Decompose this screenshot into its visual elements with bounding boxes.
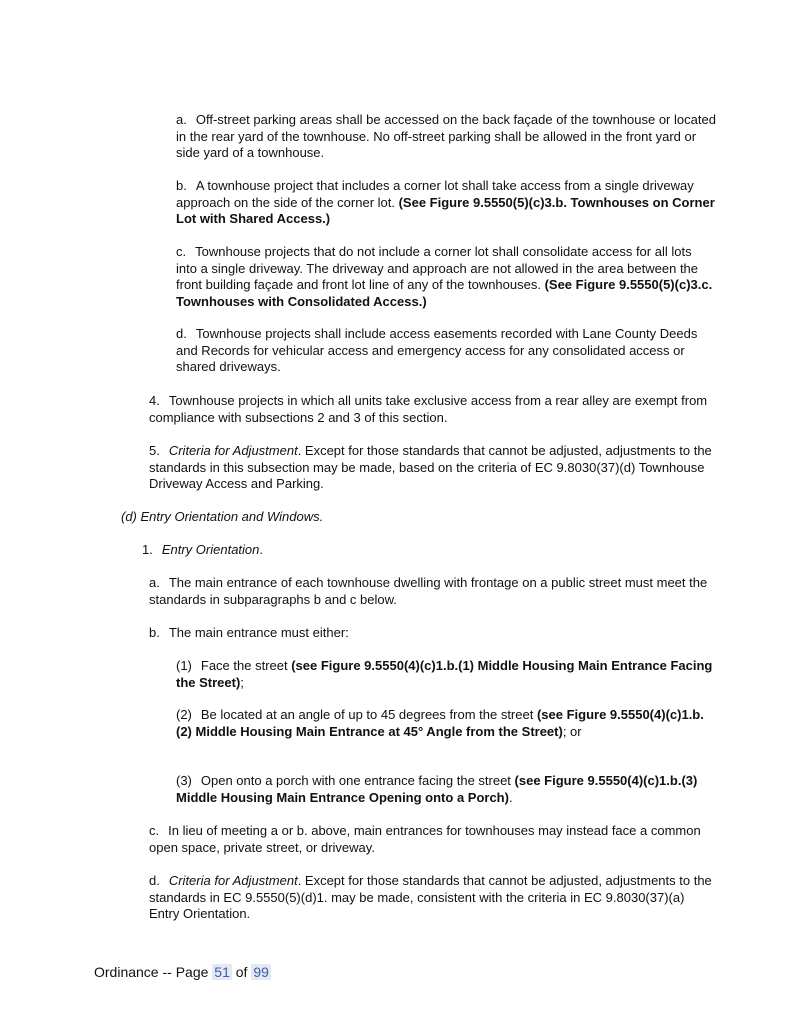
paragraph-3d: d. Townhouse projects shall include access easements recorded with Lane County Deeds and Records for vehicular access and emergency access for any consolidated access or shared driveways. xyxy=(176,326,698,374)
section-heading-d: (d) Entry Orientation and Windows. xyxy=(121,509,324,524)
paragraph-d1b-2: (2) Be located at an angle of up to 45 degrees from the street (see Figure 9.5550(4)(c)1.b.(2) Middle Housing Main Entrance at 45° Angle from the Street); or xyxy=(176,707,704,739)
figure-reference: (see Figure 9.5550(4)(c)1.b.(3) Middle Housing Main Entrance Opening onto a Porch) xyxy=(176,773,698,805)
paragraph-d1b-1: (1) Face the street (see Figure 9.5550(4)(c)1.b.(1) Middle Housing Main Entrance Facing the Street); xyxy=(176,658,713,690)
page-number-field: 51 xyxy=(214,964,230,980)
footer-prefix: Ordinance -- Page xyxy=(94,964,213,980)
paragraph-d1b: b. The main entrance must either: xyxy=(149,625,349,640)
paragraph-d1c: c. In lieu of meeting a or b. above, main entrances for townhouses may instead face a common open space, private street, or driveway. xyxy=(149,823,701,855)
paragraph-d1d: d. Criteria for Adjustment. Except for those standards that cannot be adjusted, adjustments to the standards in EC 9.5550(5)(d)1. may be made, consistent with the criteria in EC 9.8030(37)(a) Entry Orientation. xyxy=(149,873,712,921)
figure-reference: (See Figure 9.5550(5)(c)3.b. Townhouses on Corner Lot with Shared Access.) xyxy=(176,194,715,226)
paragraph-3b: b. A townhouse project that includes a corner lot shall take access from a single driveway approach on the side of the corner lot. (See Figure 9.5550(5)(c)3.b. Townhouses on Corner Lot with Shared Access.) xyxy=(176,178,715,226)
paragraph-d1: 1. Entry Orientation. xyxy=(142,542,264,557)
paragraph-5: 5. Criteria for Adjustment. Except for those standards that cannot be adjusted, adjustments to the standards in this subsection may be made, based on the criteria of EC 9.8030(37)(d) Townhouse Driveway Access and Parking. xyxy=(149,443,712,491)
figure-reference: (see Figure 9.5550(4)(c)1.b.(1) Middle Housing Main Entrance Facing the Street) xyxy=(176,658,713,690)
paragraph-4: 4. Townhouse projects in which all units take exclusive access from a rear alley are exempt from compliance with subsections 2 and 3 of this section. xyxy=(149,393,708,425)
figure-reference: (see Figure 9.5550(4)(c)1.b.(2) Middle Housing Main Entrance at 45° Angle from the Street) xyxy=(176,707,704,739)
footer-of: of xyxy=(231,964,252,980)
paragraph-d1a: a. The main entrance of each townhouse dwelling with frontage on a public street must meet the standards in subparagraphs b and c below. xyxy=(149,575,708,607)
paragraph-3c: c. Townhouse projects that do not include a corner lot shall consolidate access for all lots into a single driveway. The driveway and approach are not allowed in the area between the front building façade and front lot line of any of the townhouses. (See Figure 9.5550(5)(c)3.c. Townhouses with Consolidated Access.) xyxy=(176,244,713,309)
page-footer xyxy=(94,963,271,981)
figure-reference: (See Figure 9.5550(5)(c)3.c. Townhouses with Consolidated Access.) xyxy=(176,277,713,309)
paragraph-3a: a. Off-street parking areas shall be accessed on the back façade of the townhouse or located in the rear yard of the townhouse. No off-street parking shall be allowed in the front yard or side yard of a townhouse. xyxy=(176,112,716,160)
paragraph-d1b-3: (3) Open onto a porch with one entrance facing the street (see Figure 9.5550(4)(c)1.b.(3) Middle Housing Main Entrance Opening onto a Porch). xyxy=(176,773,698,805)
page-total-field: 99 xyxy=(253,964,269,980)
